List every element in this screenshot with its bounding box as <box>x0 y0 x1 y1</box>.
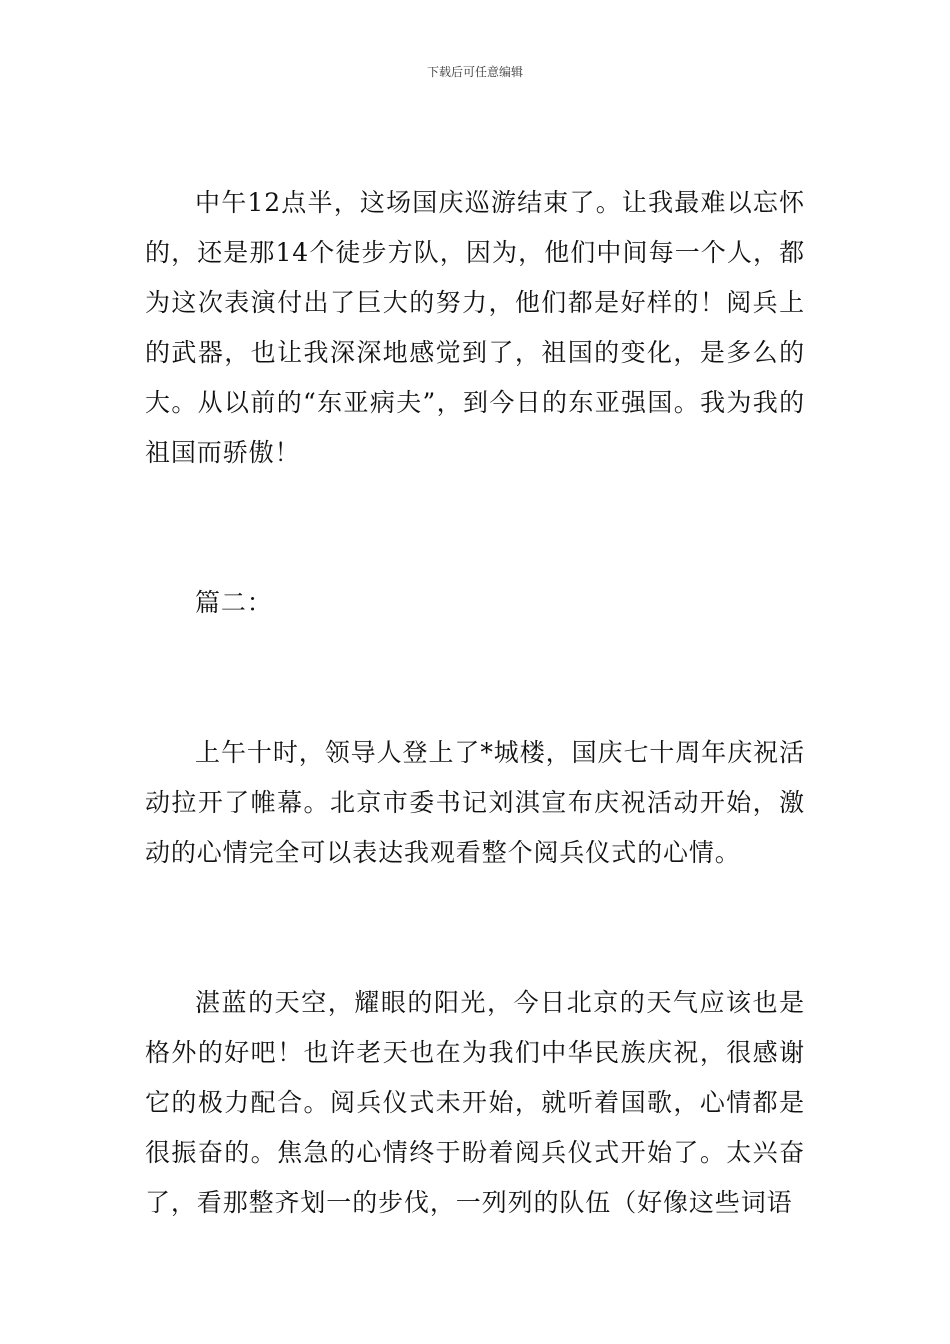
paragraph-spacer <box>145 628 805 728</box>
paragraph-parade-end: 中午12点半，这场国庆巡游结束了。让我最难以忘怀的，还是那14个徒步方队，因为，他们中间每一个人，都为这次表演付出了巨大的努力，他们都是好样的！阅兵上的武器，也让我深深地感觉到了，祖国的变化，是多么的大。从以前的“东亚病夫”，到今日的东亚强国。我为我的祖国而骄傲！ <box>145 188 805 467</box>
section-heading-part-two: 篇二： <box>195 588 273 617</box>
paragraph-spacer <box>145 878 805 978</box>
paragraph-weather-parade: 湛蓝的天空，耀眼的阳光，今日北京的天气应该也是格外的好吧！也许老天也在为我们中华民族庆祝，很感谢它的极力配合。阅兵仪式未开始，就听着国歌，心情都是很振奋的。焦急的心情终于盼着阅兵仪式开始了。太兴奋了，看那整齐划一的步伐，一列列的队伍（好像这些词语 <box>145 988 805 1217</box>
page-header: 下载后可任意编辑 <box>426 65 523 79</box>
paragraph-ceremony-start: 上午十时，领导人登上了*城楼，国庆七十周年庆祝活动拉开了帷幕。北京市委书记刘淇宣布庆祝活动开始，激动的心情完全可以表达我观看整个阅兵仪式的心情。 <box>145 738 805 867</box>
document-body <box>145 178 805 1228</box>
paragraph-spacer <box>145 478 805 578</box>
